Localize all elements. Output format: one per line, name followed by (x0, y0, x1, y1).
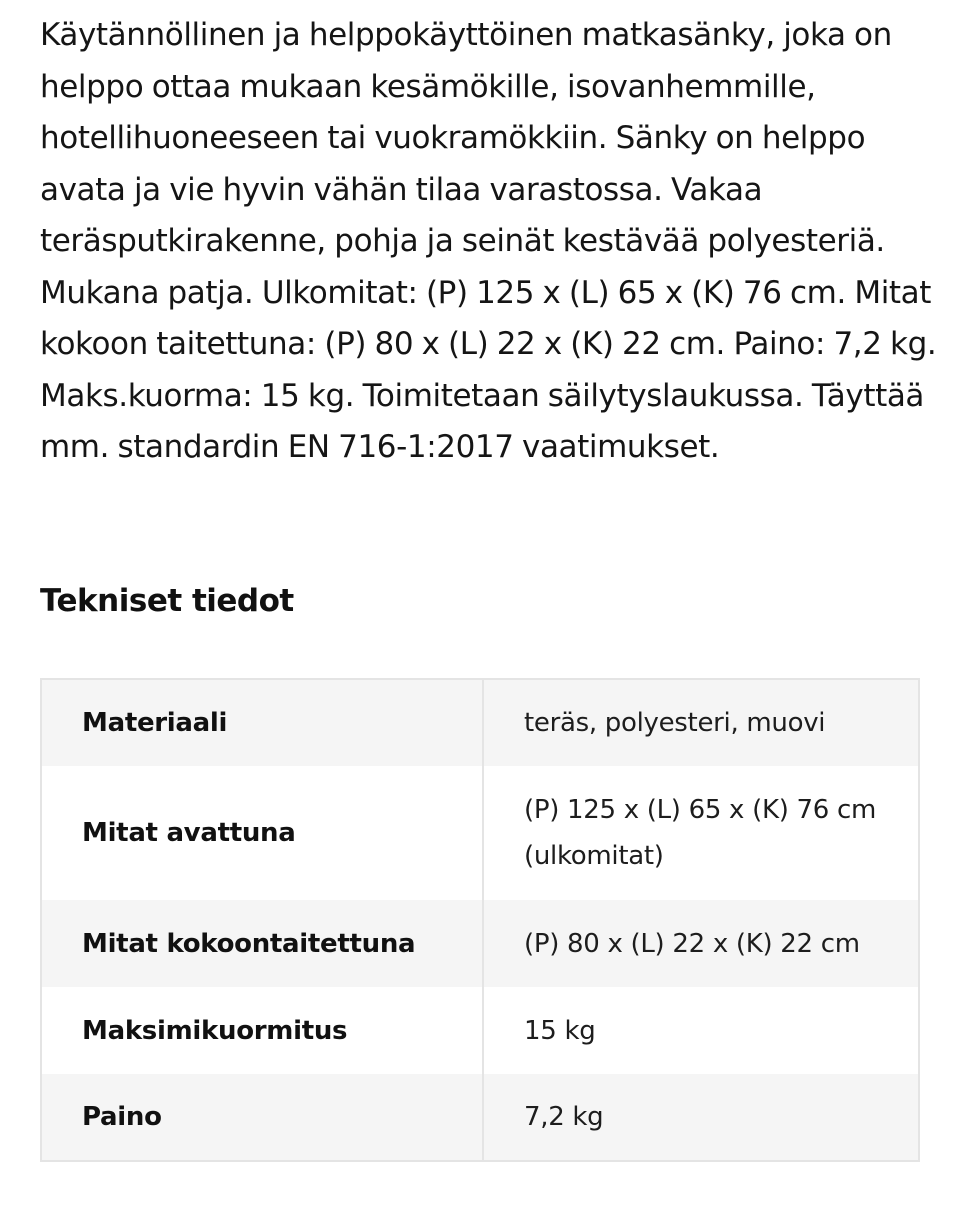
description-line: Mukana patja. Ulkomitat: (P) 125 x (L) 65 x (K) 76 cm. Mitat (40, 274, 932, 311)
product-description (40, 10, 937, 474)
spec-label: Paino (41, 1074, 483, 1161)
spec-label: Mitat avattuna (41, 766, 483, 900)
spec-value (483, 1074, 919, 1161)
description-line: helppo ottaa mukaan kesämökille, isovanhemmille, (40, 68, 816, 105)
spec-value-line: (ulkomitat) (524, 841, 664, 871)
description-line: Maks.kuorma: 15 kg. Toimitetaan säilytyslaukussa. Täyttää (40, 377, 925, 414)
spec-value (483, 987, 919, 1074)
spec-value-line: teräs, polyesteri, muovi (524, 708, 826, 738)
description-line: mm. standardin EN 716-1:2017 vaatimukset. (40, 429, 720, 465)
description-line: kokoon taitettuna: (P) 80 x (L) 22 x (K) 22 cm. Paino: 7,2 kg. (40, 326, 937, 362)
spec-label: Materiaali (41, 679, 483, 766)
spec-row-material (41, 679, 919, 766)
spec-row-dimensions-folded (41, 900, 919, 987)
description-line: teräsputkirakenne, pohja ja seinät kestävää polyesteriä. (40, 223, 885, 259)
description-line: hotellihuoneeseen tai vuokramökkiin. Sänky on helppo (40, 120, 866, 156)
spec-label: Mitat kokoontaitettuna (41, 900, 483, 987)
description-line: Käytännöllinen ja helppokäyttöinen matkasänky, joka on (40, 17, 892, 53)
spec-label: Maksimikuormitus (41, 987, 483, 1074)
spec-value-line: (P) 125 x (L) 65 x (K) 76 cm (524, 795, 876, 825)
specs-title: Tekniset tiedot (40, 583, 294, 619)
spec-row-weight (41, 1074, 919, 1161)
spec-value (483, 679, 919, 766)
spec-row-max-load (41, 987, 919, 1074)
spec-value-line: 15 kg (524, 1015, 596, 1046)
spec-value-line: 7,2 kg (524, 1102, 604, 1132)
description-line: avata ja vie hyvin vähän tilaa varastossa. Vakaa (40, 171, 763, 208)
spec-row-dimensions-open (41, 766, 919, 900)
spec-value-line: (P) 80 x (L) 22 x (K) 22 cm (524, 928, 860, 959)
specs-table (40, 678, 920, 1162)
spec-value (483, 900, 919, 987)
spec-value (483, 766, 919, 900)
